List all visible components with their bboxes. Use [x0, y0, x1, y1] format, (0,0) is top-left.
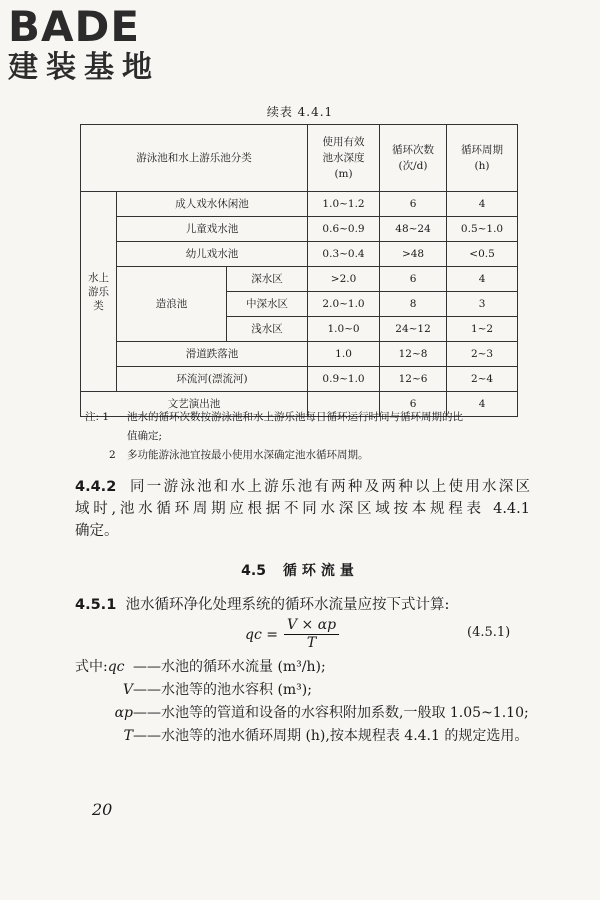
row-cycles: 8 — [380, 292, 447, 317]
formula-lhs: qc = — [245, 626, 278, 643]
row-period: 1~2 — [447, 317, 518, 342]
formula-numerator: V × αp — [284, 617, 339, 635]
legend-item — [75, 679, 535, 702]
table-row — [81, 217, 518, 242]
row-name: 文艺演出池 — [81, 392, 308, 417]
row-cycles: 48~24 — [380, 217, 447, 242]
clause-text-line-3: 确定。 — [75, 523, 119, 539]
header-category: 游泳池和水上游乐池分类 — [81, 125, 308, 192]
row-cycles: 6 — [380, 192, 447, 217]
row-depth: 0.9~1.0 — [308, 367, 380, 392]
table-row — [81, 367, 518, 392]
table-row — [81, 342, 518, 367]
row-depth: 2.0~1.0 — [308, 292, 380, 317]
circulation-period-table — [80, 124, 518, 417]
clause-4-4-2 — [75, 476, 530, 542]
formula-denominator: T — [306, 635, 317, 651]
group-label-water-play: 水上 游乐类 — [81, 192, 117, 392]
clause-4-5-1 — [75, 594, 530, 616]
row-name: 中深水区 — [227, 292, 308, 317]
table-row — [81, 242, 518, 267]
table-header-row — [81, 125, 518, 192]
legend-item — [75, 702, 535, 725]
publisher-logo — [8, 4, 160, 86]
row-cycles: 12~8 — [380, 342, 447, 367]
logo-chinese-text: 建装基地 — [8, 50, 160, 85]
row-name: 深水区 — [227, 267, 308, 292]
legend-symbol: T — [123, 728, 133, 744]
legend-symbol: V — [122, 682, 133, 698]
row-period: 4 — [447, 192, 518, 217]
wave-pool-label: 造浪池 — [117, 267, 227, 342]
flow-formula — [245, 617, 339, 652]
row-name: 成人戏水休闲池 — [117, 192, 308, 217]
row-cycles: 12~6 — [380, 367, 447, 392]
row-depth: 1.0~1.2 — [308, 192, 380, 217]
row-depth: >2.0 — [308, 267, 380, 292]
section-heading — [0, 560, 600, 580]
legend-text: ——水池等的池水循环周期 (h),按本规程表 4.4.1 的规定选用。 — [133, 728, 529, 744]
legend-text: ——水池的循环水流量 (m³/h); — [133, 659, 326, 675]
table-caption: 续表 4.4.1 — [266, 105, 334, 119]
row-period: 3 — [447, 292, 518, 317]
row-period: <0.5 — [447, 242, 518, 267]
row-period: 4 — [447, 267, 518, 292]
table-row — [81, 267, 518, 292]
legend-intro: 式中: — [75, 659, 108, 675]
section-number: 4.5 — [241, 563, 266, 579]
row-depth: 0.6~0.9 — [308, 217, 380, 242]
page-number: 20 — [92, 800, 113, 819]
row-period: 4 — [447, 392, 518, 417]
note-2: 多功能游泳池宜按最小使用水深确定池水循环周期。 — [127, 449, 369, 461]
row-period: 2~4 — [447, 367, 518, 392]
table-row — [81, 192, 518, 217]
row-cycles: 6 — [380, 267, 447, 292]
header-period: 循环周期 (h) — [447, 125, 518, 192]
legend-text: ——水池等的管道和设备的水容积附加系数,一般取 1.05~1.10; — [133, 705, 529, 721]
row-name: 儿童戏水池 — [117, 217, 308, 242]
row-depth: 1.0~0 — [308, 317, 380, 342]
legend-symbol: qc — [107, 659, 125, 675]
formula-legend — [75, 656, 535, 748]
legend-symbol: αp — [114, 705, 133, 721]
clause-text-line-1: 同一游泳池和水上游乐池有两种及两种以上使用水深区 — [130, 479, 531, 495]
note-label: 注: 1 — [85, 411, 110, 423]
row-cycles: 6 — [380, 392, 447, 417]
clause-number: 4.5.1 — [75, 597, 117, 613]
row-name: 环流河(漂流河) — [117, 367, 308, 392]
row-period: 0.5~1.0 — [447, 217, 518, 242]
note-1-line-1: 池水的循环次数按游泳池和水上游乐池每日循环运行时间与循环周期的比 — [127, 411, 463, 423]
legend-item — [75, 725, 535, 748]
formula-fraction — [284, 617, 339, 652]
clause-text-line-2: 域时,池水循环周期应根据不同水深区域按本规程表 4.4.1 — [75, 501, 530, 517]
row-cycles: >48 — [380, 242, 447, 267]
formula-number: (4.5.1) — [467, 625, 511, 640]
row-name: 幼儿戏水池 — [117, 242, 308, 267]
row-name: 浅水区 — [227, 317, 308, 342]
clause-number: 4.4.2 — [75, 479, 117, 495]
note-1-line-2: 值确定; — [127, 430, 163, 442]
table-notes — [85, 408, 525, 465]
logo-latin-text: BADE — [8, 2, 141, 51]
row-cycles: 24~12 — [380, 317, 447, 342]
row-name: 滑道跌落池 — [117, 342, 308, 367]
row-period: 2~3 — [447, 342, 518, 367]
row-depth: 0.3~0.4 — [308, 242, 380, 267]
legend-text: ——水池等的池水容积 (m³); — [133, 682, 312, 698]
legend-item — [75, 656, 535, 679]
header-cycles: 循环次数 (次/d) — [380, 125, 447, 192]
section-title: 循环流量 — [282, 563, 359, 579]
note-2-label: 2 — [109, 449, 116, 461]
header-depth: 使用有效 池水深度 (m) — [308, 125, 380, 192]
clause-text: 池水循环净化处理系统的循环水流量应按下式计算: — [125, 597, 450, 613]
row-depth: 1.0 — [308, 342, 380, 367]
